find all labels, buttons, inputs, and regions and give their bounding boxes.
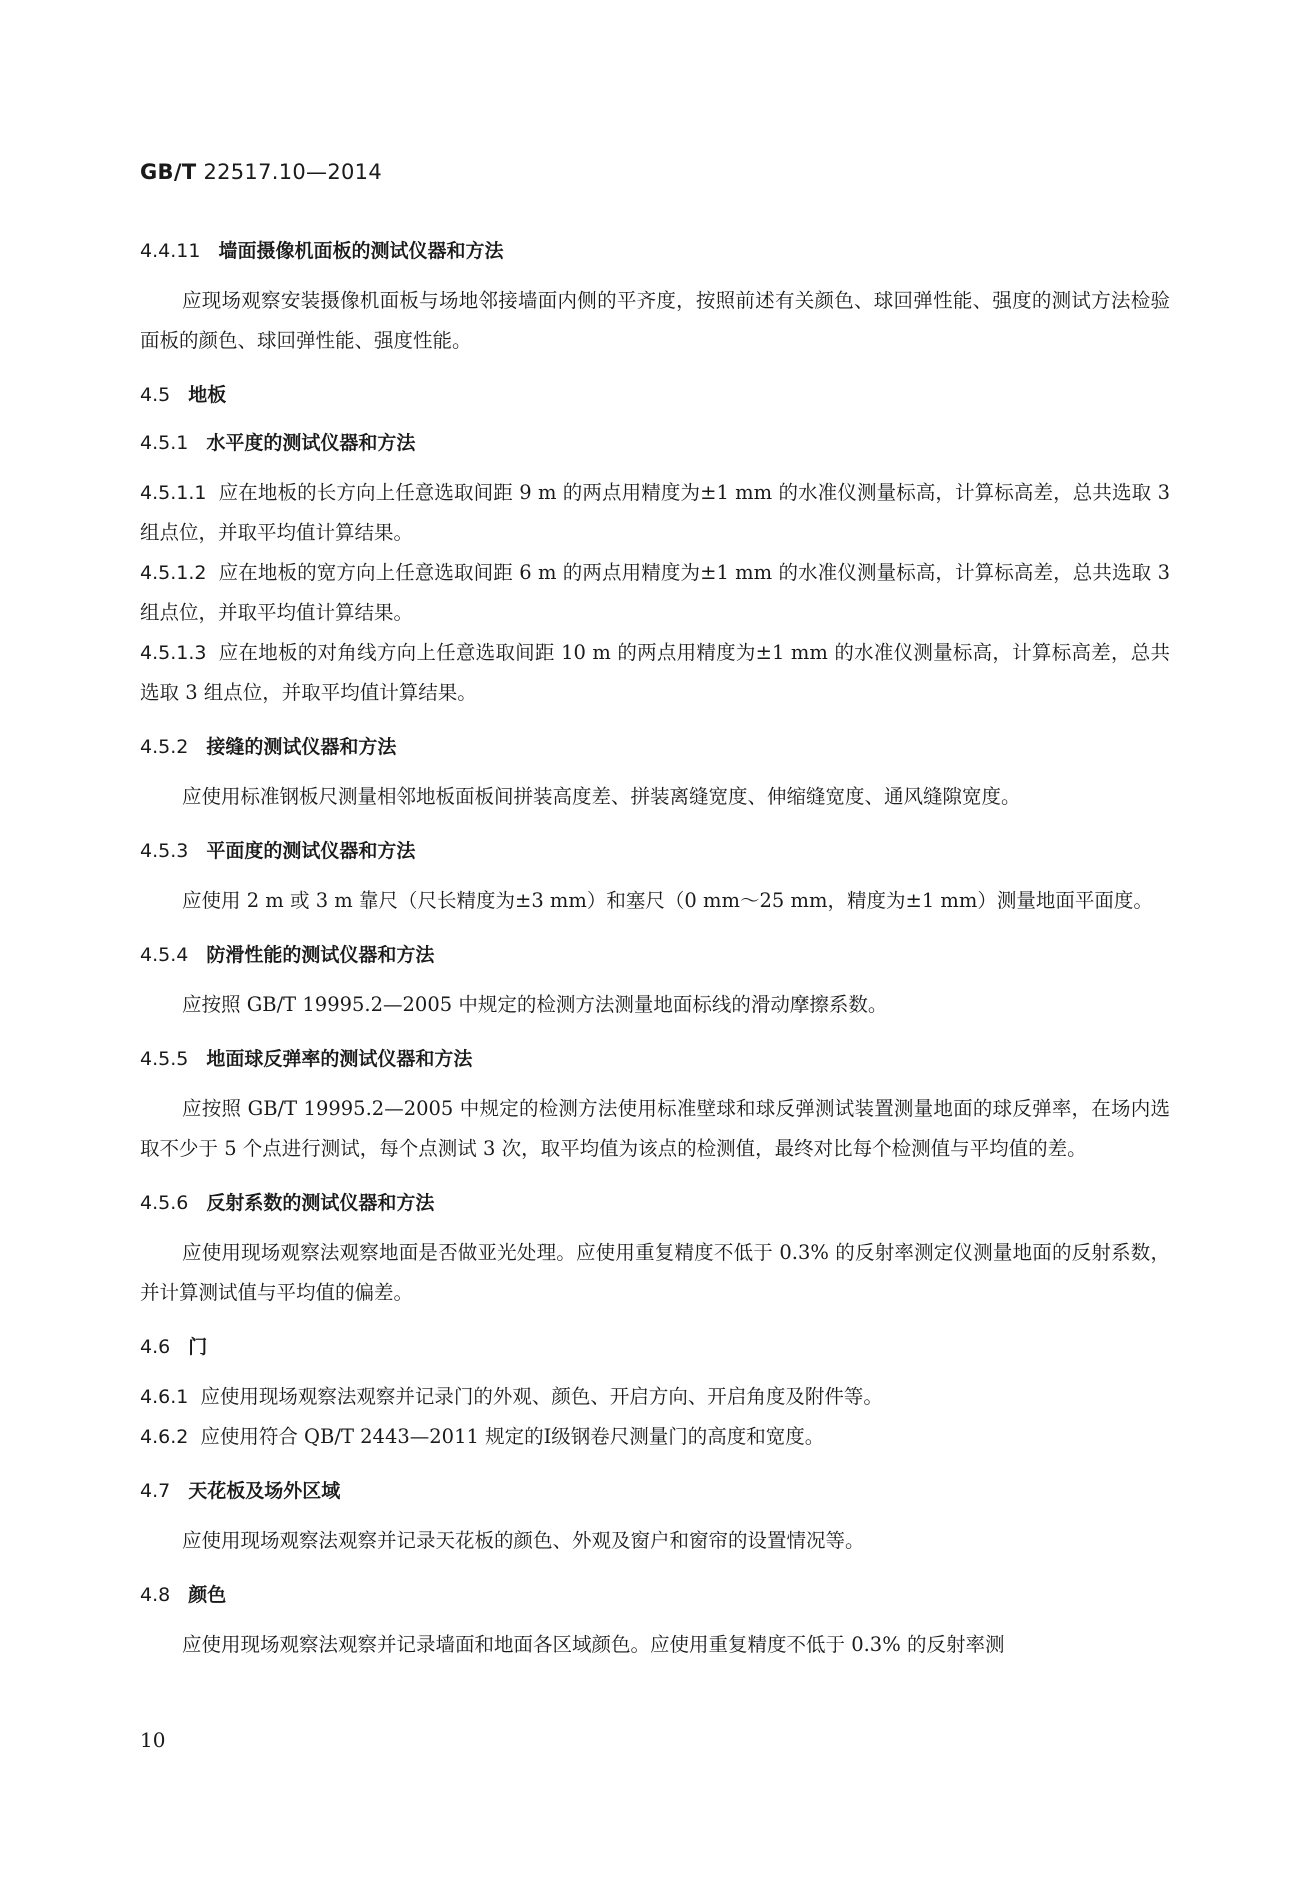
section-title: 天花板及场外区域 [188,1480,341,1502]
clause-4-5-1-2 [140,553,1170,633]
section-heading-4-5 [140,381,1170,409]
section-number: 4.5.3 [140,840,189,862]
standard-number: 22517.10—2014 [203,160,382,184]
section-title: 平面度的测试仪器和方法 [206,840,416,862]
page-number: 10 [140,1728,166,1752]
section-heading-4-8 [140,1581,1170,1609]
paragraph-4-7: 应使用现场观察法观察并记录天花板的颜色、外观及窗户和窗帘的设置情况等。 [182,1529,865,1552]
section-title: 颜色 [188,1584,227,1606]
section-heading-4-5-6 [140,1189,1170,1217]
section-title: 接缝的测试仪器和方法 [206,736,397,758]
clause-text: 应使用现场观察法观察并记录门的外观、颜色、开启方向、开启角度及附件等。 [200,1385,883,1408]
paragraph-4-5-4: 应按照 GB/T 19995.2—2005 中规定的检测方法测量地面标线的滑动摩擦系数。 [182,993,888,1016]
section-number: 4.5.6 [140,1192,189,1214]
section-heading-4-5-5 [140,1045,1170,1073]
clause-4-5-1-1 [140,473,1170,553]
clause-4-6-2 [140,1417,1170,1457]
section-number: 4.5.5 [140,1048,189,1070]
paragraph-4-8: 应使用现场观察法观察并记录墙面和地面各区域颜色。应使用重复精度不低于 0.3% 的反射率测 [182,1633,1005,1656]
section-heading-4-7 [140,1477,1170,1505]
section-heading-4-5-4 [140,941,1170,969]
section-number: 4.7 [140,1480,171,1502]
standard-header [140,160,382,184]
section-number: 4.5.2 [140,736,189,758]
document-body [140,237,1170,1665]
clause-text: 应在地板的长方向上任意选取间距 9 m 的两点用精度为±1 mm 的水准仪测量标高，计算标高差，总共选取 3 组点位，并取平均值计算结果。 [140,481,1170,544]
clause-number: 4.6.1 [140,1386,189,1408]
clause-number: 4.5.1.2 [140,562,207,584]
section-number: 4.4.11 [140,240,201,262]
clause-4-6-1 [140,1377,1170,1417]
standard-prefix: GB/T [140,160,197,184]
section-title: 防滑性能的测试仪器和方法 [206,944,435,966]
clause-number: 4.5.1.3 [140,642,207,664]
section-title: 门 [188,1336,208,1358]
section-heading-4-6 [140,1333,1170,1361]
section-title: 地面球反弹率的测试仪器和方法 [206,1048,473,1070]
clause-text: 应在地板的宽方向上任意选取间距 6 m 的两点用精度为±1 mm 的水准仪测量标高，计算标高差，总共选取 3 组点位，并取平均值计算结果。 [140,561,1170,624]
paragraph-4-4-11: 应现场观察安装摄像机面板与场地邻接墙面内侧的平齐度，按照前述有关颜色、球回弹性能、强度的测试方法检验面板的颜色、球回弹性能、强度性能。 [140,289,1170,352]
section-title: 反射系数的测试仪器和方法 [206,1192,435,1214]
paragraph-4-5-2: 应使用标准钢板尺测量相邻地板面板间拼装高度差、拼装离缝宽度、伸缩缝宽度、通风缝隙宽度。 [182,785,1021,808]
section-number: 4.5.4 [140,944,189,966]
clause-4-5-1-3 [140,633,1170,713]
section-heading-4-5-1 [140,429,1170,457]
paragraph-4-5-5: 应按照 GB/T 19995.2—2005 中规定的检测方法使用标准壁球和球反弹测试装置测量地面的球反弹率，在场内选取不少于 5 个点进行测试，每个点测试 3 次，取平均值为该点的检测值，最终对比每个检测值与平均值的差。 [140,1097,1170,1160]
section-title: 水平度的测试仪器和方法 [206,432,416,454]
section-number: 4.5.1 [140,432,189,454]
section-number: 4.6 [140,1336,171,1358]
section-number: 4.5 [140,384,171,406]
paragraph-4-5-3: 应使用 2 m 或 3 m 靠尺（尺长精度为±3 mm）和塞尺（0 mm～25 mm，精度为±1 mm）测量地面平面度。 [182,889,1153,912]
section-heading-4-5-2 [140,733,1170,761]
paragraph-4-5-6: 应使用现场观察法观察地面是否做亚光处理。应使用重复精度不低于 0.3% 的反射率测定仪测量地面的反射系数，并计算测试值与平均值的偏差。 [140,1241,1170,1304]
clause-number: 4.6.2 [140,1426,189,1448]
section-heading-4-4-11 [140,237,1170,265]
section-heading-4-5-3 [140,837,1170,865]
section-title: 地板 [188,384,227,406]
section-title: 墙面摄像机面板的测试仪器和方法 [218,240,504,262]
clause-text: 应在地板的对角线方向上任意选取间距 10 m 的两点用精度为±1 mm 的水准仪测量标高，计算标高差，总共选取 3 组点位，并取平均值计算结果。 [140,641,1170,704]
clause-text: 应使用符合 QB/T 2443—2011 规定的Ⅰ级钢卷尺测量门的高度和宽度。 [200,1425,825,1448]
clause-number: 4.5.1.1 [140,482,207,504]
section-number: 4.8 [140,1584,171,1606]
